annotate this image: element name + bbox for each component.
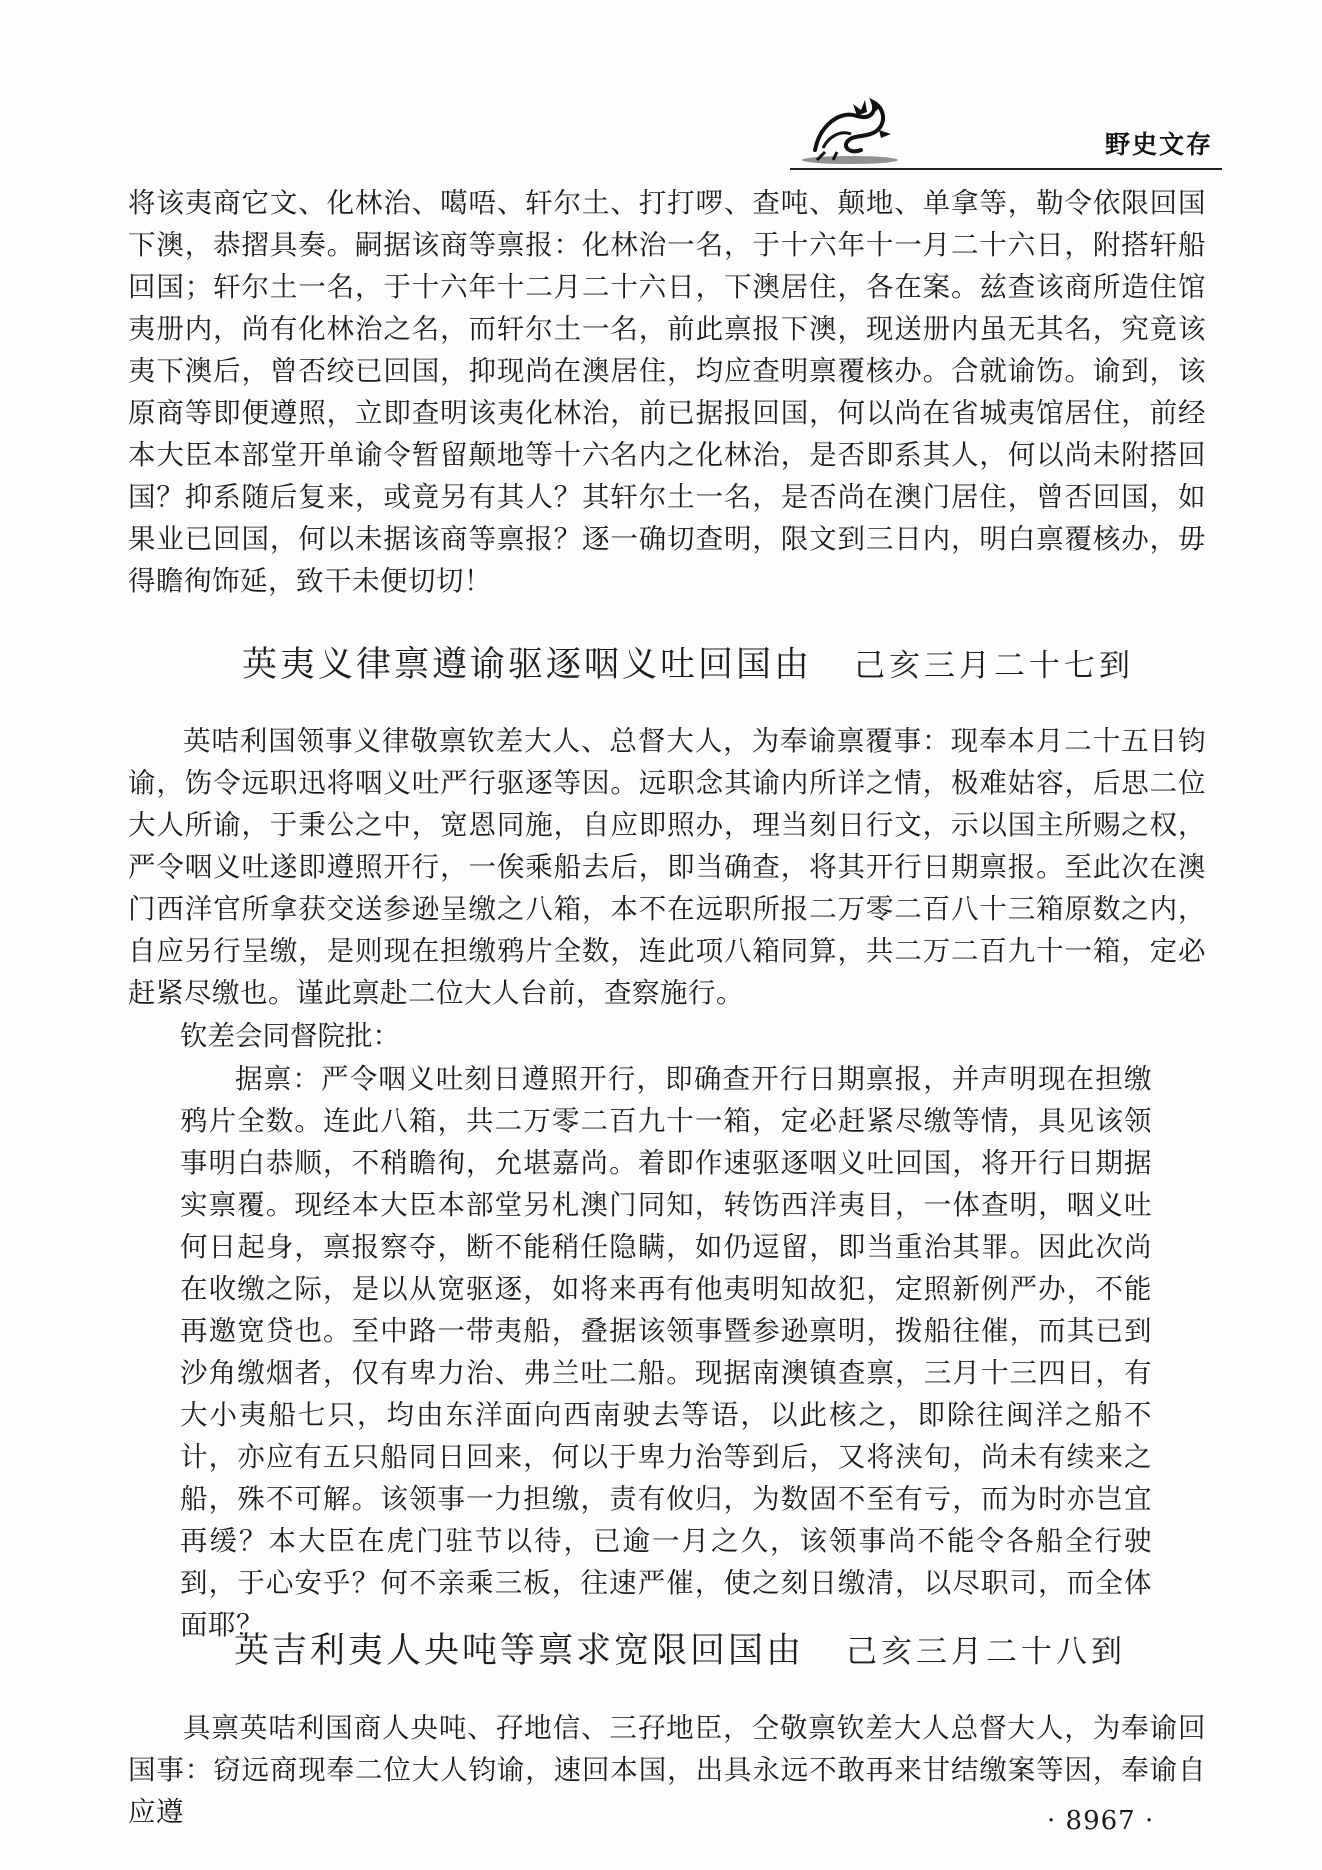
section-2-body: 具禀英咭利国商人央吨、孖地信、三孖地臣，仝敬禀钦差大人总督大人，为奉谕回国事：窃远商现奉二位大人钧谕，速回本国，出具永远不敢再来甘结缴案等因，奉谕自应遵 bbox=[128, 1712, 1206, 1828]
page-number: · 8967 · bbox=[1047, 1806, 1155, 1836]
section-1-heading bbox=[242, 637, 1134, 687]
section-1-body: 英咭利国领事义律敬禀钦差大人、总督大人，为奉谕禀覆事：现奉本月二十五日钧谕，饬令远职迅将咽义吐严行驱逐等因。远职念其谕内所详之情，极难姑容，后思二位大人所谕，于秉公之中，宽恩同施，自应即照办，理当刻日行文，示以国主所赐之权，严令咽义吐遂即遵照开行，一俟乘船去后，即当确查，将其开行日期禀报。至此次在澳门西洋官所拿获交送参逊呈缴之八箱，本不在远职所报二万零二百八十三箱原数之内，自应另行呈缴，是则现在担缴鸦片全数，连此项八箱同算，共二万二百九十一箱，定必赶紧尽缴也。谨此禀赴二位大人台前，查察施行。 bbox=[128, 725, 1206, 1009]
section-2-heading bbox=[234, 1623, 1126, 1673]
section-1-date: 己亥三月二十七到 bbox=[854, 648, 1135, 684]
section-1-reply-body: 据禀：严令咽义吐刻日遵照开行，即确查开行日期禀报，并声明现在担缴鸦片全数。连此八箱，共二万零二百九十一箱，定必赶紧尽缴等情，具见该领事明白恭顺，不稍瞻徇，允堪嘉尚。着即作速驱逐咽义吐回国，将开行日期据实禀覆。现经本大臣本部堂另札澳门同知，转饬西洋夷目，一体查明，咽义吐何日起身，禀报察夺，断不能稍任隐瞒，如仍逗留，即当重治其罪。因此次尚在收缴之际，是以从宽驱逐，如将来再有他夷明知故犯，定照新例严办，不能再邀宽贷也。至中路一带夷船，叠据该领事暨参逊禀明，拨船往催，而其已到沙角缴烟者，仅有卑力治、弗兰吐二船。现据南澳镇查禀，三月十三四日，有大小夷船七只，均由东洋面向西南驶去等语，以此核之，即除往闽洋之船不计，亦应有五只船同日回来，何以于卑力治等到后，又将浃旬，尚未有续来之船，殊不可解。该领事一力担缴，责有攸归，为数固不至有亏，而为时亦岂宜再缓？本大臣在虎门驻节以待，已逾一月之久，该领事尚不能令各船全行驶到，于心安乎？何不亲乘三板，往速严催，使之刻日缴清，以尽职司，而全体面耶？ bbox=[180, 1063, 1152, 1641]
section-2-title: 英吉利夷人央吨等禀求宽限回国由 bbox=[234, 1631, 805, 1671]
dragon-emblem-icon bbox=[795, 90, 905, 168]
section-1-title: 英夷义律禀遵谕驱逐咽义吐回国由 bbox=[242, 645, 813, 685]
header-rule bbox=[790, 168, 1222, 170]
paragraph-continued: 将该夷商它文、化林治、噶唔、轩尔土、打打啰、查吨、颠地、单拿等，勒令依限回国下澳，恭摺具奏。嗣据该商等禀报：化林治一名，于十六年十一月二十六日，附搭轩船回国；轩尔土一名，于十六年十二月二十六日，下澳居住，各在案。兹查该商所造住馆夷册内，尚有化林治之名，而轩尔土一名，前此禀报下澳，现送册内虽无其名，究竟该夷下澳后，曾否绞已回国，抑现尚在澳居住，均应查明禀覆核办。合就谕饬。谕到，该原商等即便遵照，立即查明该夷化林治，前已据报回国，何以尚在省城夷馆居住，前经本大臣本部堂开单谕令暂留颠地等十六名内之化林治，是否即系其人，何以尚未附搭回国？抑系随后复来，或竟另有其人？其轩尔土一名，是否尚在澳门居住，曾否回国，如果业已回国，何以未据该商等禀报？逐一确切查明，限文到三日内，明白禀覆核办，毋得瞻徇饰延，致干未便切切！ bbox=[128, 187, 1206, 597]
section-2-date: 己亥三月二十八到 bbox=[846, 1634, 1127, 1670]
running-header bbox=[0, 90, 1322, 170]
book-title: 野史文存 bbox=[1105, 130, 1214, 159]
section-1-reply-label: 钦差会同督院批： bbox=[180, 1020, 400, 1052]
